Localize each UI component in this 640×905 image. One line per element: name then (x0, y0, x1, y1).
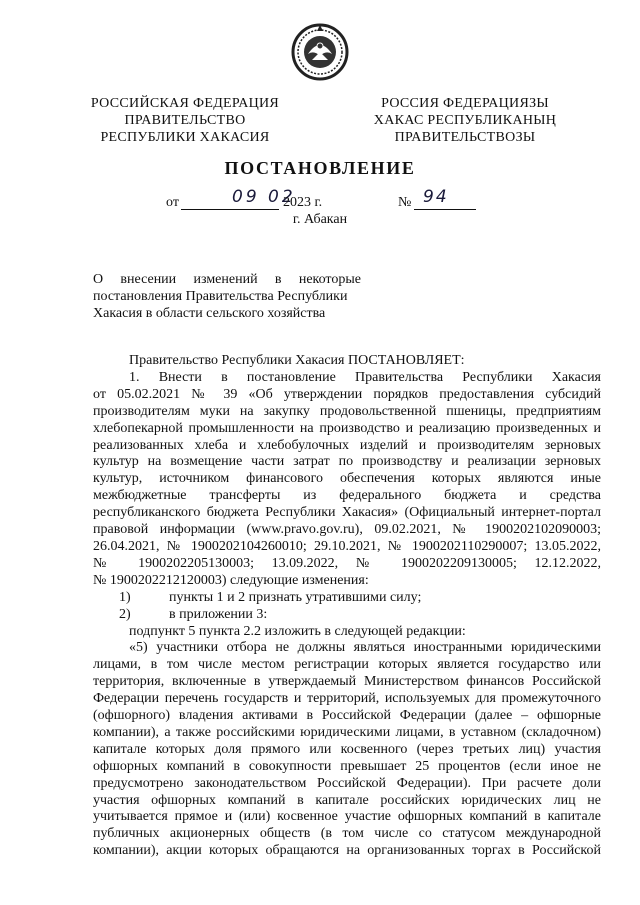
quote-line: лицами, в том числе местом регистрации которых является государство или (93, 657, 601, 673)
body-line: межбюджетные трансферты из федерального бюджета и средства (93, 488, 601, 504)
list-text: пункты 1 и 2 признать утратившими силу; (169, 589, 422, 605)
quote-line: предусмотрено законодательством Российской Федерации). При расчете доли (93, 775, 601, 791)
subject-line: постановления Правительства Республики (93, 289, 348, 304)
subject-line: Хакасия в области сельского хозяйства (93, 306, 326, 321)
body-line: № 1900202212120003) следующие изменения: (93, 572, 369, 588)
quote-line: компании), а также российскими юридическими лицами, в уставном (складочном) (93, 724, 601, 740)
body-line: Правительство Республики Хакасия ПОСТАНОВЛЯЕТ: (129, 353, 465, 368)
document-type-title: ПОСТАНОВЛЕНИЕ (224, 158, 416, 178)
list-text: в приложении 3: (169, 606, 268, 622)
header-left-line: РЕСПУБЛИКИ ХАКАСИЯ (100, 130, 270, 145)
quote-line: Федерации перечень государств и территорий, используемых для промежуточного (93, 691, 601, 707)
body-line: 26.04.2021, № 1900202104260010; 29.10.2021, № 1900202110290007; 13.05.2022, (93, 538, 601, 554)
body-line: правовой информации (www.pravo.gov.ru), 09.02.2021, № 1900202102090003; (93, 522, 601, 538)
subject-line: О внесении изменений в некоторые (93, 272, 361, 287)
body-line: № 1900202205130003; 13.09.2022, № 1900202209130005; 12.12.2022, (93, 555, 601, 571)
quote-line: «5) участники отбора не должны являться иностранными юридическими (129, 640, 601, 656)
coat-of-arms-emblem (290, 22, 350, 82)
quote-line: учитывается прямое и (или) косвенное участие офшорных компаний в капитале (93, 809, 601, 825)
body-line: производителям муки на закупку продовольственной пшеницы, предприятиям (93, 403, 601, 419)
header-left-block (70, 95, 300, 146)
body-line: культур, источником финансового обеспечения которых являются иные (93, 471, 601, 487)
date-prefix: от (166, 195, 179, 210)
body-line: культур на возмещение части затрат по производству и реализации зерновых (93, 454, 601, 470)
handwritten-date: 09 02 (232, 187, 296, 207)
handwritten-number: 94 (423, 187, 449, 207)
quote-line: участия офшорных компаний в капитале российских юридических лиц не (93, 792, 601, 808)
body-line: реализованных хлеба и хлебобулочных изделий и производителям зерновых (93, 437, 601, 453)
list-marker: 2) (119, 606, 131, 622)
subject-block (93, 271, 361, 322)
header-right-line: ПРАВИТЕЛЬСТВОЗЫ (394, 130, 536, 145)
header-right-block (350, 95, 580, 146)
header-right-line: ХАКАС РЕСПУБЛИКАНЫҢ (373, 113, 557, 128)
list-marker: 1) (119, 589, 131, 605)
body-line: 1. Внести в постановление Правительства Республики Хакасия (129, 369, 601, 385)
body-line: от 05.02.2021 № 39 «Об утверждении порядков предоставления субсидий (93, 386, 601, 402)
date-number-row (0, 187, 640, 213)
quote-line: территория, включенные в утверждаемый Министерством финансов Российской (93, 674, 601, 690)
number-underline (414, 209, 476, 210)
header-right-line: РОССИЯ ФЕДЕРАЦИЯЗЫ (381, 96, 549, 111)
document-body (93, 353, 601, 860)
body-line: хлебопекарной промышленности на производство и реализацию произведенных и (93, 420, 601, 436)
quote-line: компании), акции которых обращаются на организованных торгах в Российской (93, 843, 601, 859)
city-line: г. Абакан (292, 212, 348, 227)
quote-line: публичных акционерных обществ (в том числе со статусом международной (93, 826, 601, 842)
quote-line: офшорных компаний в совокупности превышает 25 процентов (если иное не (93, 758, 601, 774)
list-item (93, 607, 601, 624)
header-left-line: ПРАВИТЕЛЬСТВО (124, 113, 246, 128)
date-underline (181, 209, 279, 210)
body-line: республиканского бюджета Республики Хакасия» (Официальный интернет-портал (93, 505, 601, 521)
number-prefix: № (398, 195, 412, 210)
header-left-line: РОССИЙСКАЯ ФЕДЕРАЦИЯ (90, 96, 280, 111)
sub-instruction-line: подпункт 5 пункта 2.2 изложить в следующей редакции: (129, 623, 466, 639)
year-suffix: 2023 г. (283, 195, 323, 210)
list-item (93, 590, 601, 607)
quote-line: капитале которых доля прямого или косвенного (через третьих лиц) участия (93, 741, 601, 757)
quote-line: (офшорного) владения активами в Российской Федерации (далее – офшорные (93, 708, 601, 724)
